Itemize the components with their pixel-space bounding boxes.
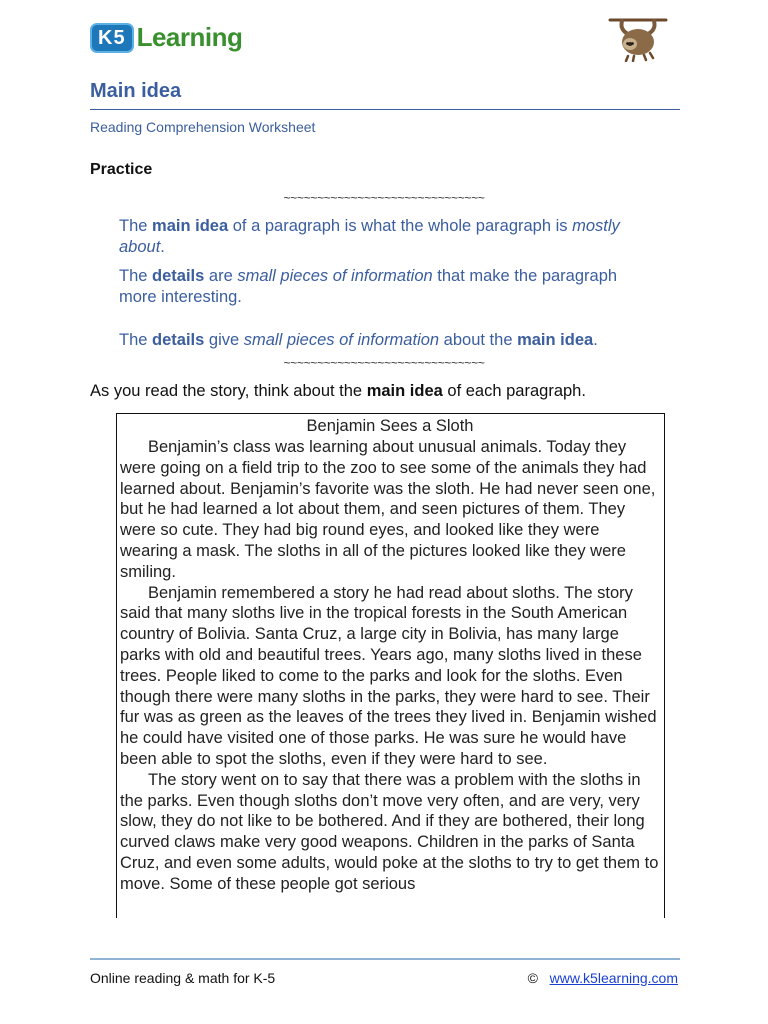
def-keyword: details <box>152 267 205 285</box>
title-divider <box>90 109 680 110</box>
footer-tagline: Online reading & math for K-5 <box>90 970 276 986</box>
story-box <box>116 413 665 918</box>
def-text: . <box>160 238 165 256</box>
page-title: Main idea <box>90 80 182 102</box>
definition-main-idea <box>119 216 639 258</box>
def-text: give <box>204 331 244 349</box>
separator-top: ~~~~~~~~~~~~~~~~~~~~~~~~~~~~~~ <box>283 192 485 206</box>
copyright-symbol: © <box>527 970 538 986</box>
story-paragraph-2: Benjamin remembered a story he had read about sloths. The story said that many sloths live in the tropical forests in the South American country of Bolivia. Santa Cruz, a large city in Bolivia, has many large parks with old and beautiful trees. Years ago, many sloths lived in these trees. People liked to come to the parks and look for the sloths. Even though there were many sloths in the parks, they were hard to see. Their fur was as green as the leaves of the trees they lived in. Benjamin wished he could have visited one of those parks. He was sure he would have been able to spot the sloths, even if they were hard to see. <box>120 583 657 768</box>
instruction-keyword: main idea <box>366 382 443 400</box>
def-text: are <box>204 267 238 285</box>
definition-details-main-idea <box>119 330 639 351</box>
section-heading: Practice <box>90 161 153 178</box>
sloth-icon <box>608 14 668 62</box>
def-text: about the <box>439 331 518 349</box>
def-text: . <box>593 331 598 349</box>
def-text: that make the paragraph more interesting. <box>119 267 618 306</box>
def-text: The <box>119 331 153 349</box>
instruction-text <box>90 382 586 401</box>
story-paragraph-3: The story went on to say that there was a problem with the sloths in the parks. Even though sloths don’t move very often, and are very, very slow, they do not like to be bothered. And if they are bothered, their long curved claws make very good weapons. Children in the parks of Santa Cruz, and even some adults, would poke at the sloths to try to get them to move. Some of these people got serious <box>120 770 659 893</box>
story-paragraph-1: Benjamin’s class was learning about unusual animals. Today they were going on a field trip to the zoo to see some of the animals they had learned about. Benjamin’s favorite was the sloth. He had never seen one, but he had learned a lot about them, and seen pictures of them. They were so cute. They had big round eyes, and looked like they were wearing a mask. The sloths in all of the pictures looked like they were smiling. <box>120 438 656 581</box>
def-keyword: details <box>152 331 205 349</box>
def-text: The <box>119 217 153 235</box>
story-title: Benjamin Sees a Sloth <box>306 417 474 435</box>
def-emphasis: small pieces of information <box>237 267 433 285</box>
def-emphasis: small pieces of information <box>243 331 440 349</box>
website-link[interactable]: www.k5learning.com <box>549 970 678 986</box>
def-text: of a paragraph is what the whole paragraph is <box>228 217 573 235</box>
definition-details <box>119 266 639 308</box>
footer-divider <box>90 958 680 960</box>
logo-badge: K5 <box>90 23 134 53</box>
k5-learning-logo[interactable] <box>90 22 242 53</box>
footer-link-area <box>528 970 678 986</box>
separator-bottom: ~~~~~~~~~~~~~~~~~~~~~~~~~~~~~~ <box>283 357 485 371</box>
def-keyword: main idea <box>517 331 594 349</box>
def-emphasis: mostly about <box>119 217 620 256</box>
def-text: The <box>119 267 153 285</box>
header <box>90 14 680 68</box>
logo-text: Learning <box>136 22 243 52</box>
instruction-part: of each paragraph. <box>442 382 586 400</box>
page-subtitle: Reading Comprehension Worksheet <box>90 119 316 135</box>
instruction-part: As you read the story, think about the <box>90 382 367 400</box>
def-keyword: main idea <box>152 217 229 235</box>
